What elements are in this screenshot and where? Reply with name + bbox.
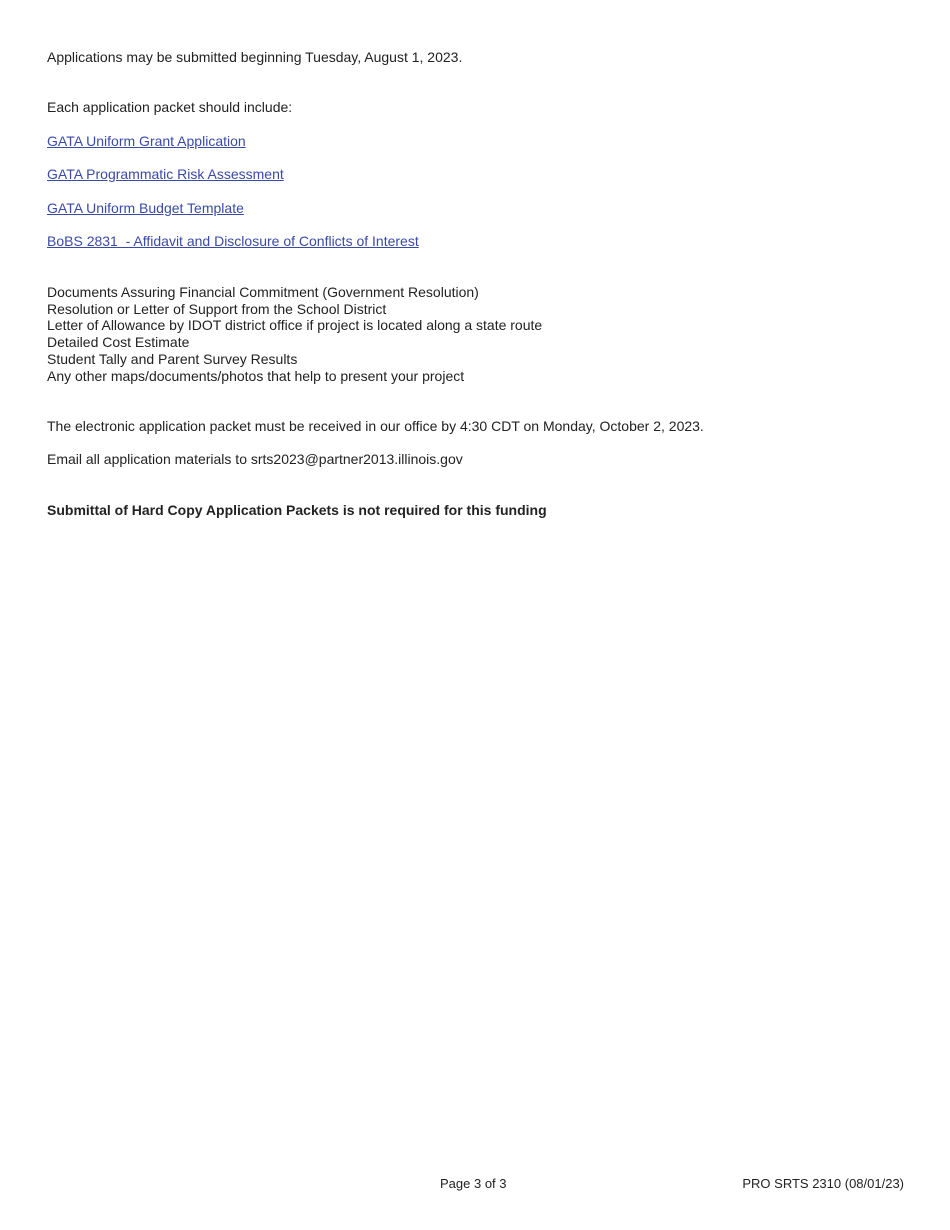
list-item: Documents Assuring Financial Commitment (Government Resolution) bbox=[47, 284, 479, 300]
list-item: Detailed Cost Estimate bbox=[47, 334, 190, 351]
deadline-text: The electronic application packet must be received in our office by 4:30 CDT on Monday, October 2, 2023. bbox=[47, 418, 704, 434]
list-item: Resolution or Letter of Support from the School District bbox=[47, 300, 387, 317]
email-instruction-text: Email all application materials to srts2023@partner2013.illinois.gov bbox=[47, 451, 463, 467]
list-item: Letter of Allowance by IDOT district office if project is located along a state route bbox=[47, 317, 543, 334]
gata-risk-assessment-link[interactable]: GATA Programmatic Risk Assessment bbox=[47, 166, 284, 182]
list-item: Student Tally and Parent Survey Results bbox=[47, 350, 298, 367]
gata-grant-application-link[interactable]: GATA Uniform Grant Application bbox=[47, 133, 246, 149]
list-item: Any other maps/documents/photos that help to present your project bbox=[47, 367, 465, 384]
page-number: Page 3 of 3 bbox=[440, 1176, 507, 1191]
bobs-affidavit-link[interactable]: BoBS 2831 - Affidavit and Disclosure of Conflicts of Interest bbox=[47, 233, 419, 249]
packet-heading: Each application packet should include: bbox=[47, 99, 293, 115]
form-id: PRO SRTS 2310 (08/01/23) bbox=[742, 1176, 904, 1191]
requirements-list bbox=[47, 284, 542, 384]
hard-copy-note: Submittal of Hard Copy Application Packets is not required for this funding bbox=[47, 502, 547, 518]
gata-budget-template-link[interactable]: GATA Uniform Budget Template bbox=[47, 200, 244, 216]
submission-start-text: Applications may be submitted beginning Tuesday, August 1, 2023. bbox=[47, 49, 463, 65]
